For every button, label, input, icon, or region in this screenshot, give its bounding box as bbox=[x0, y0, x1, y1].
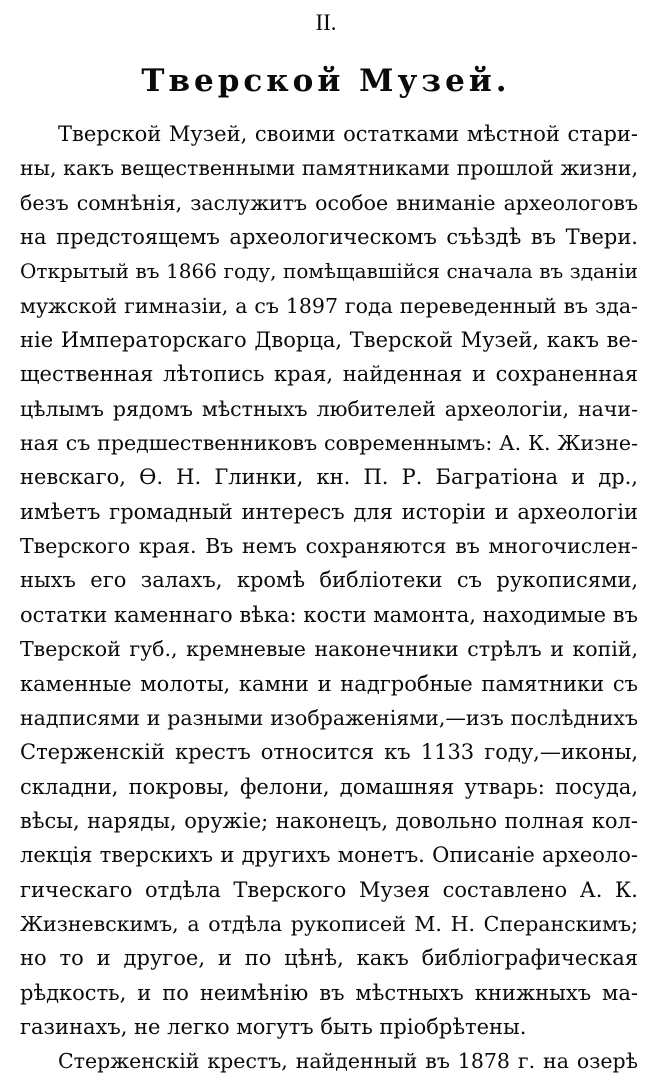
chapter-title: Тверской Музей. bbox=[141, 63, 511, 99]
text-line: имѣетъ громадный интересъ для исторіи и археологіи bbox=[20, 499, 638, 524]
text-line: но то и другое, и по цѣнѣ, какъ библіографическая bbox=[20, 946, 638, 971]
text-line: рѣдкость, и по неимѣнію въ мѣстныхъ книжныхъ ма- bbox=[20, 980, 638, 1005]
text-line: цѣлымъ рядомъ мѣстныхъ любителей археологіи, начи- bbox=[20, 396, 638, 421]
text-line: ны, какъ вещественными памятниками прошлой жизни, bbox=[20, 156, 638, 181]
text-line: ніе Императорскаго Дворца, Тверской Музей, какъ ве- bbox=[20, 328, 638, 353]
text-line: безъ сомнѣнія, заслужитъ особое вниманіе археологовъ bbox=[20, 190, 638, 215]
text-line: Стерженскій крестъ относится къ 1133 году,—иконы, bbox=[20, 740, 638, 765]
text-line: Тверской Музей, своими остатками мѣстной стари- bbox=[58, 122, 638, 146]
text-line: гическаго отдѣла Тверского Музея составлено А. К. bbox=[20, 877, 638, 902]
text-line: ная съ предшественниковъ современнымъ: А. К. Жизне- bbox=[20, 431, 638, 456]
text-line: Открытый въ 1866 году, помѣщавшійся сначала въ зданіи bbox=[20, 259, 638, 284]
text-line: складни, покровы, фелони, домашняя утварь: посуда, bbox=[20, 774, 638, 799]
text-line: надписями и разными изображеніями,—изъ послѣднихъ bbox=[20, 705, 638, 730]
text-line: щественная лѣтопись края, найденная и сохраненная bbox=[20, 362, 638, 387]
body-text bbox=[20, 117, 638, 1079]
section-number: II. bbox=[315, 10, 337, 35]
text-line: лекція тверскихъ и другихъ монетъ. Описаніе археоло- bbox=[20, 843, 638, 868]
text-line: мужской гимназіи, а съ 1897 года переведенный въ зда- bbox=[20, 293, 638, 318]
text-line: Жизневскимъ, а отдѣла рукописей М. Н. Сперанскимъ; bbox=[20, 911, 638, 936]
text-line: вѣсы, наряды, оружіе; наконецъ, довольно полная кол- bbox=[20, 808, 638, 833]
text-line: ныхъ его залахъ, кромѣ библіотеки съ рукописями, bbox=[20, 568, 638, 593]
text-line: остатки каменнаго вѣка: кости мамонта, находимые въ bbox=[20, 602, 638, 627]
text-line: невскаго, Ѳ. Н. Глинки, кн. П. Р. Багратіона и др., bbox=[20, 465, 638, 490]
text-line: Тверской губ., кремневые наконечники стрѣлъ и копій, bbox=[20, 637, 638, 662]
text-line: Тверского края. Въ немъ сохраняются въ многочислен- bbox=[20, 534, 638, 559]
text-line: на предстоящемъ археологическомъ съѣздѣ въ Твери. bbox=[20, 225, 638, 250]
text-line: каменные молоты, камни и надгробные памятники съ bbox=[20, 671, 638, 696]
text-line: газинахъ, не легко могутъ быть пріобрѣтены. bbox=[20, 1014, 527, 1039]
text-line: Стерженскій крестъ, найденный въ 1878 г. на озерѣ bbox=[58, 1049, 638, 1074]
